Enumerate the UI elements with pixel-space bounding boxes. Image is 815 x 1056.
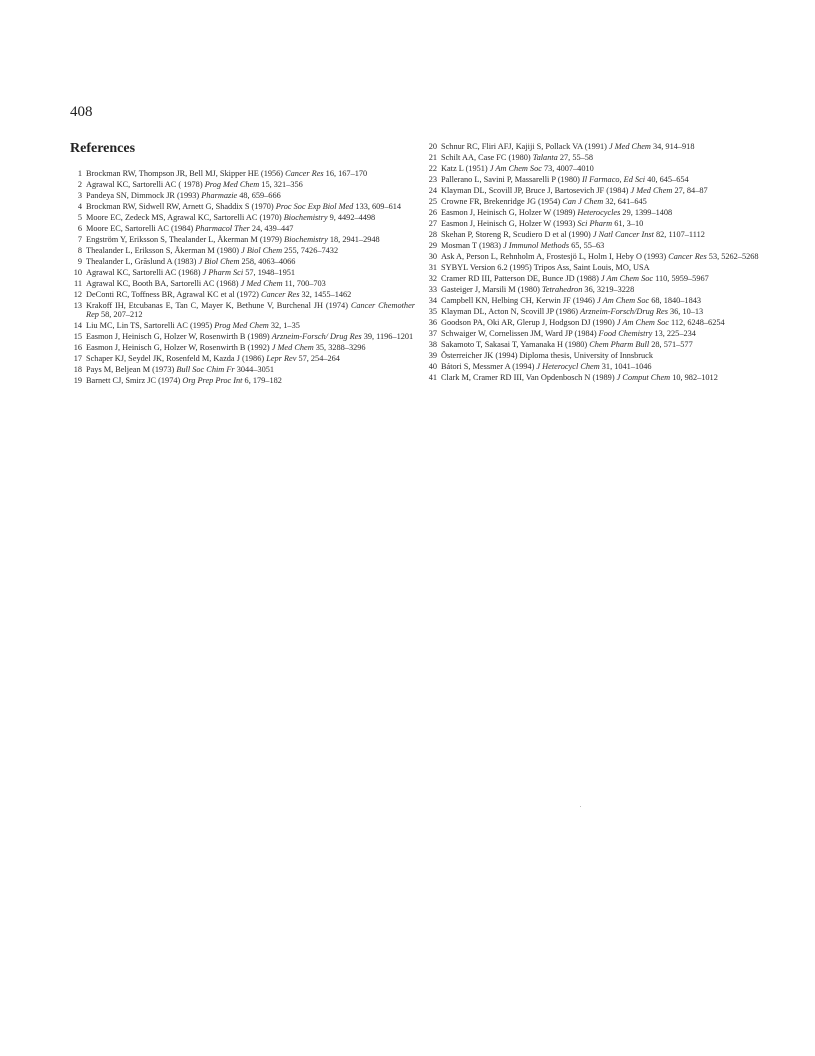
reference-volume-pages: 27, 55–58	[557, 152, 594, 162]
reference-number: 29	[428, 240, 437, 250]
reference-volume-pages: 258, 4063–4066	[239, 256, 296, 266]
reference-item	[70, 365, 415, 375]
reference-number: 39	[428, 350, 437, 360]
reference-authors: Agrawal KC, Sartorelli AC (1968)	[86, 267, 203, 277]
reference-item	[70, 224, 415, 234]
reference-number: 20	[428, 142, 437, 151]
reference-authors: Schwaiger W, Cornelissen JM, Ward JP (1984)	[441, 328, 599, 338]
reference-journal: J Am Chem Soc	[597, 295, 650, 305]
reference-number: 24	[428, 185, 437, 195]
reference-authors: Sakamoto T, Sakasai T, Yamanaka H (1980)	[441, 339, 590, 349]
reference-number: 21	[428, 152, 437, 162]
reference-journal: Tetrahedron	[541, 284, 583, 294]
reference-volume-pages: 35, 3288–3296	[313, 343, 366, 353]
reference-authors: Liu MC, Lin TS, Sartorelli AC (1995)	[86, 321, 215, 331]
reference-volume-pages: 11, 700–703	[282, 278, 326, 288]
reference-item	[425, 285, 770, 295]
reference-volume-pages: 32, 1–35	[268, 321, 300, 331]
reference-volume-pages: 65, 55–63	[569, 240, 605, 250]
reference-journal: Pharmacol Ther	[195, 223, 250, 233]
reference-item	[70, 257, 415, 267]
reference-number: 12	[73, 289, 82, 299]
speck-mark	[580, 806, 581, 807]
reference-item	[70, 376, 415, 386]
reference-volume-pages: 36, 3219–3228	[582, 284, 635, 294]
reference-journal: Sci Pharm	[577, 218, 613, 228]
reference-item	[425, 153, 770, 163]
reference-journal: J Pharm Sci	[202, 267, 244, 277]
references-heading: References	[70, 141, 136, 156]
reference-number: 27	[428, 218, 437, 228]
reference-volume-pages: 82, 1107–1112	[653, 229, 705, 239]
reference-number: 2	[77, 179, 82, 189]
reference-volume-pages: 58, 207–212	[98, 310, 143, 320]
reference-authors: Gasteiger J, Marsili M (1980)	[441, 284, 542, 294]
reference-authors: Krakoff IH, Etcubanas E, Tan C, Mayer K, Bethune V, Burchenal JH (1974)	[86, 300, 351, 310]
reference-volume-pages: 13, 225–234	[652, 328, 696, 338]
reference-volume-pages: 40, 645–654	[645, 174, 689, 184]
reference-journal: Lepr Rev	[266, 354, 297, 364]
reference-item	[425, 340, 770, 350]
reference-number: 37	[428, 328, 437, 338]
reference-number: 4	[77, 201, 82, 211]
reference-item	[425, 219, 770, 229]
reference-journal: Prog Med Chem	[214, 321, 269, 331]
reference-volume-pages: 112, 6248–6254	[668, 317, 725, 327]
reference-journal: Can J Chem	[562, 196, 604, 206]
reference-item	[70, 268, 415, 278]
reference-volume-pages: 32, 1455–1462	[299, 289, 352, 299]
reference-item	[70, 279, 415, 289]
reference-volume-pages: 3044–3051	[234, 365, 275, 375]
reference-authors: Pallerano L, Savini P, Massarelli P (1980)	[441, 174, 582, 184]
reference-item	[425, 274, 770, 284]
reference-volume-pages: 28, 571–577	[649, 339, 693, 349]
reference-authors: Moore EC, Zedeck MS, Agrawal KC, Sartorelli AC (1970)	[86, 212, 284, 222]
reference-journal: J Med Chem	[240, 278, 283, 288]
reference-item	[425, 186, 770, 196]
reference-item	[425, 252, 770, 262]
reference-number: 31	[428, 262, 437, 272]
reference-item	[425, 175, 770, 185]
reference-journal: J Immunol Methods	[503, 240, 570, 250]
reference-volume-pages: 255, 7426–7432	[282, 245, 339, 255]
reference-number: 1	[77, 169, 82, 178]
reference-journal: Arzneim-Forsch/Drug Res	[580, 306, 668, 316]
reference-journal: Prog Med Chem	[204, 179, 260, 189]
reference-item	[70, 191, 415, 201]
reference-number: 10	[73, 267, 82, 277]
reference-authors: Agrawal KC, Sartorelli AC ( 1978)	[86, 179, 205, 189]
reference-journal: J Comput Chem	[616, 372, 671, 382]
reference-journal: J Am Chem Soc	[600, 273, 654, 283]
reference-volume-pages: 57, 254–264	[296, 354, 340, 364]
reference-authors: Easmon J, Heinisch G, Holzer W, Rosenwirth B (1992)	[86, 343, 272, 353]
reference-number: 28	[428, 229, 437, 239]
reference-volume-pages: 10, 982–1012	[670, 372, 718, 382]
reference-authors: Moore EC, Sartorelli AC (1984)	[86, 223, 196, 233]
reference-journal: Bull Soc Chim Fr	[176, 365, 235, 375]
reference-journal: Pharmazie	[201, 190, 238, 200]
reference-journal: Chem Pharm Bull	[589, 339, 650, 349]
reference-journal: J Med Chem	[630, 185, 673, 195]
reference-number: 15	[73, 332, 82, 342]
reference-item	[425, 263, 770, 273]
reference-authors: Katz L (1951)	[441, 163, 490, 173]
reference-item	[425, 307, 770, 317]
reference-journal: J Med Chem	[608, 142, 651, 151]
reference-volume-pages: 53, 5262–5268	[706, 251, 759, 261]
reference-number: 41	[428, 372, 437, 382]
reference-journal: J Heterocycl Chem	[536, 361, 600, 371]
reference-item	[425, 318, 770, 328]
reference-item	[70, 332, 415, 342]
reference-volume-pages: 31, 1041–1046	[599, 361, 652, 371]
reference-authors: Clark M, Cramer RD III, Van Opdenbosch N (1989)	[441, 372, 617, 382]
reference-journal: J Biol Chem	[241, 245, 283, 255]
reference-authors: Easmon J, Heinisch G, Holzer W, Rosenwirth B (1989)	[86, 332, 272, 342]
reference-volume-pages: 61, 3–10	[612, 218, 644, 228]
references-column-left	[70, 169, 415, 387]
reference-item	[70, 213, 415, 223]
reference-authors: Brockman RW, Thompson JR, Bell MJ, Skipper HE (1956)	[86, 169, 286, 178]
reference-number: 6	[77, 223, 82, 233]
reference-authors: Barnett CJ, Smirz JC (1974)	[86, 376, 183, 386]
reference-authors: Skehan P, Storeng R, Scudiero D et al (1990)	[441, 229, 593, 239]
reference-item	[70, 246, 415, 256]
reference-number: 7	[77, 234, 82, 244]
reference-journal: Cancer Res	[285, 169, 324, 178]
reference-number: 33	[428, 284, 437, 294]
reference-journal: Org Prep Proc Int	[182, 376, 243, 386]
reference-number: 16	[73, 343, 82, 353]
reference-item	[70, 235, 415, 245]
reference-number: 8	[77, 245, 82, 255]
reference-volume-pages: 133, 609–614	[353, 201, 402, 211]
reference-item	[425, 329, 770, 339]
reference-number: 34	[428, 295, 437, 305]
reference-number: 23	[428, 174, 437, 184]
reference-journal: Cancer Res	[260, 289, 300, 299]
reference-item	[425, 197, 770, 207]
reference-volume-pages: 73, 4007–4010	[541, 163, 594, 173]
reference-journal: Il Farmaco, Ed Sci	[581, 174, 646, 184]
reference-number: 25	[428, 196, 437, 206]
reference-item	[425, 296, 770, 306]
reference-authors: Cramer RD III, Patterson DE, Bunce JD (1988)	[441, 273, 601, 283]
reference-authors: Schilt AA, Case FC (1980)	[441, 152, 533, 162]
reference-item	[425, 362, 770, 372]
reference-item	[70, 321, 415, 331]
reference-item	[70, 301, 415, 320]
reference-volume-pages: 6, 179–182	[242, 376, 282, 386]
reference-item	[425, 142, 770, 152]
reference-number: 19	[73, 376, 82, 386]
reference-number: 11	[74, 278, 82, 288]
reference-authors: Engström Y, Eriksson S, Thealander L, Åkerman M (1979)	[86, 234, 285, 244]
reference-number: 36	[428, 317, 437, 327]
reference-number: 5	[77, 212, 82, 222]
reference-volume-pages: 15, 321–356	[259, 179, 303, 189]
reference-number: 13	[73, 300, 82, 310]
reference-journal: J Natl Cancer Inst	[592, 229, 654, 239]
reference-volume-pages: 29, 1399–1408	[620, 207, 673, 217]
reference-journal: Cancer Res	[668, 251, 707, 261]
reference-item	[425, 241, 770, 251]
reference-journal: Proc Soc Exp Biol Med	[275, 201, 354, 211]
reference-volume-pages: 36, 10–13	[667, 306, 704, 316]
reference-volume-pages: 9, 4492–4498	[327, 212, 376, 222]
reference-authors: DeConti RC, Toffness BR, Agrawal KC et al (1972)	[86, 289, 261, 299]
reference-item	[70, 202, 415, 212]
reference-item	[70, 343, 415, 353]
reference-authors: Österreicher JK (1994) Diploma thesis, University of Innsbruck	[441, 350, 653, 360]
reference-journal: J Am Chem Soc	[489, 163, 542, 173]
reference-authors: Campbell KN, Helbing CH, Kerwin JF (1946)	[441, 295, 598, 305]
reference-number: 17	[73, 354, 82, 364]
reference-number: 32	[428, 273, 437, 283]
reference-journal: Food Chemistry	[598, 328, 653, 338]
reference-volume-pages: 57, 1948–1951	[243, 267, 296, 277]
reference-authors: Schnur RC, Fliri AFJ, Kajiji S, Pollack VA (1991)	[441, 142, 609, 151]
reference-volume-pages: 34, 914–918	[650, 142, 695, 151]
reference-item	[70, 169, 415, 179]
reference-authors: Thealander L, Eriksson S, Åkerman M (1980)	[86, 245, 242, 255]
reference-authors: Mosman T (1983)	[441, 240, 504, 250]
reference-item	[425, 373, 770, 383]
reference-authors: Klayman DL, Acton N, Scovill JP (1986)	[441, 306, 581, 316]
reference-number: 9	[77, 256, 82, 266]
reference-authors: Brockman RW, Sidwell RW, Arnett G, Shaddix S (1970)	[86, 201, 276, 211]
reference-number: 26	[428, 207, 437, 217]
reference-authors: SYBYL Version 6.2 (1995) Tripos Ass, Saint Louis, MO, USA	[441, 262, 650, 272]
reference-number: 3	[77, 190, 82, 200]
reference-item	[425, 164, 770, 174]
reference-volume-pages: 32, 641–645	[603, 196, 647, 206]
reference-volume-pages: 18, 2941–2948	[327, 234, 380, 244]
reference-number: 35	[428, 306, 437, 316]
reference-volume-pages: 39, 1196–1201	[361, 332, 414, 342]
reference-journal: Biochemistry	[283, 212, 328, 222]
page-number: 408	[70, 104, 93, 120]
reference-authors: Pandeya SN, Dimmock JR (1993)	[86, 190, 202, 200]
reference-authors: Easmon J, Heinisch G, Holzer W (1993)	[441, 218, 578, 228]
reference-authors: Pays M, Beljean M (1973)	[86, 365, 177, 375]
reference-authors: Agrawal KC, Booth BA, Sartorelli AC (1968)	[86, 278, 241, 288]
reference-volume-pages: 27, 84–87	[672, 185, 708, 195]
reference-number: 38	[428, 339, 437, 349]
reference-volume-pages: 68, 1840–1843	[649, 295, 702, 305]
reference-item	[425, 208, 770, 218]
reference-authors: Ask A, Person L, Rehnholm A, Frostesjö L, Holm I, Heby O (1993)	[441, 251, 669, 261]
references-column-right	[425, 142, 770, 384]
reference-number: 30	[428, 251, 437, 261]
reference-journal: Cancer Chemother Rep	[86, 300, 415, 320]
reference-number: 14	[73, 321, 82, 331]
reference-authors: Easmon J, Heinisch G, Holzer W (1989)	[441, 207, 578, 217]
reference-journal: Biochemistry	[284, 234, 328, 244]
reference-item	[70, 354, 415, 364]
reference-item	[70, 290, 415, 300]
reference-item	[425, 351, 770, 361]
reference-authors: Bátori S, Messmer A (1994)	[441, 361, 537, 371]
reference-volume-pages: 24, 439–447	[249, 223, 294, 233]
reference-journal: Heterocycles	[577, 207, 621, 217]
reference-journal: Talanta	[532, 152, 558, 162]
reference-item	[70, 180, 415, 190]
reference-volume-pages: 16, 167–170	[323, 169, 368, 178]
reference-journal: J Med Chem	[271, 343, 314, 353]
reference-volume-pages: 48, 659–666	[237, 190, 281, 200]
reference-authors: Crowne FR, Brekenridge JG (1954)	[441, 196, 563, 206]
reference-number: 18	[73, 365, 82, 375]
reference-authors: Schaper KJ, Seydel JK, Rosenfeld M, Kazda J (1986)	[86, 354, 267, 364]
reference-item	[425, 230, 770, 240]
reference-authors: Klayman DL, Scovill JP, Bruce J, Bartosevich JF (1984)	[441, 185, 631, 195]
reference-journal: Arzneim-Forsch/ Drug Res	[271, 332, 362, 342]
reference-number: 40	[428, 361, 437, 371]
reference-journal: J Biol Chem	[198, 256, 240, 266]
reference-volume-pages: 110, 5959–5967	[653, 273, 709, 283]
reference-authors: Goodson PA, Oki AR, Glerup J, Hodgson DJ (1990)	[441, 317, 617, 327]
reference-number: 22	[428, 163, 437, 173]
reference-journal: J Am Chem Soc	[616, 317, 669, 327]
reference-authors: Thealander L, Grāslund A (1983)	[86, 256, 199, 266]
